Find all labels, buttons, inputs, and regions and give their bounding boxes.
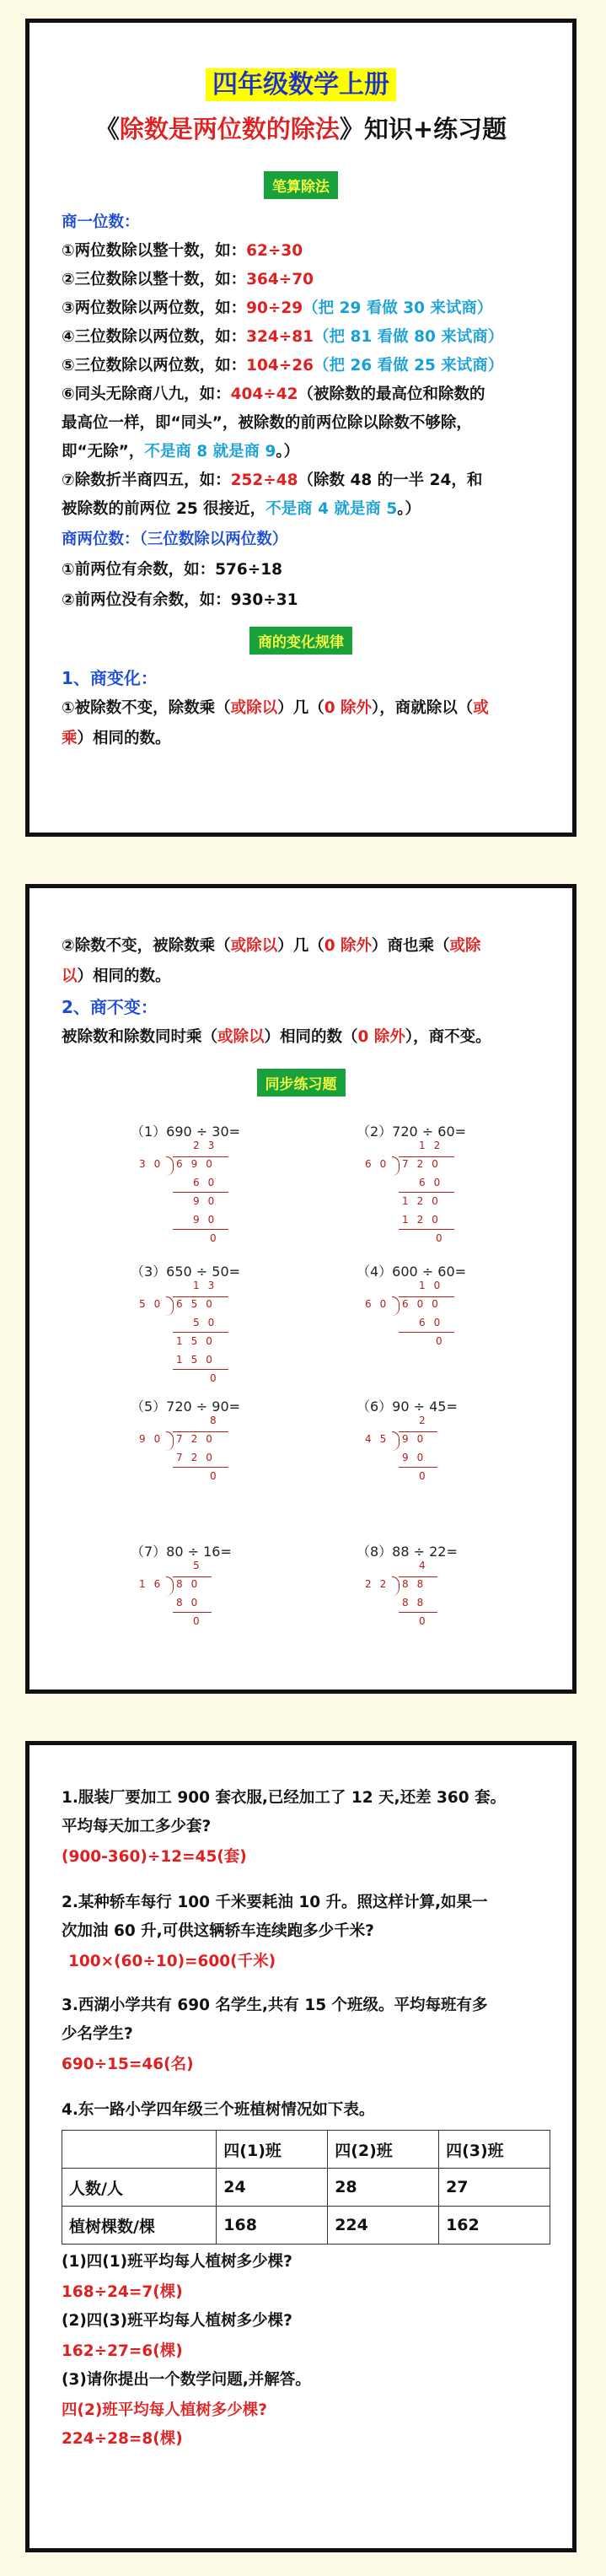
divisor: 90	[139, 1433, 169, 1445]
question-text: (1)四(1)班平均每人植树多少棵?	[62, 2253, 292, 2271]
question-text: 少名学生?	[62, 2025, 133, 2043]
subtraction-line	[399, 1612, 437, 1613]
division-step: 90	[193, 1195, 223, 1207]
division-bracket	[166, 1576, 174, 1596]
section-tag: 同步练习题	[257, 1069, 346, 1097]
table-cell: 168	[217, 2207, 328, 2245]
division-bar	[173, 1296, 228, 1297]
problem-label: （6）90 ÷ 45=	[357, 1398, 458, 1415]
problem-label: （2）720 ÷ 60=	[357, 1124, 467, 1140]
dividend: 80	[176, 1578, 206, 1590]
division-step: 150	[176, 1354, 221, 1366]
quotient: 23	[193, 1140, 223, 1151]
division-step: 80	[176, 1597, 206, 1609]
table-cell: 28	[328, 2169, 439, 2207]
divisor: 60	[365, 1298, 395, 1310]
subtraction-line	[399, 1332, 454, 1333]
subtraction-line	[173, 1369, 228, 1370]
quotient: 13	[193, 1280, 223, 1291]
divisor: 50	[139, 1298, 169, 1310]
dividend: 88	[402, 1578, 432, 1590]
section-heading: 2、商不变：	[62, 997, 158, 1017]
list-item: ③两位数除以两位数，如：90÷29（把 29 看做 30 来试商）	[62, 299, 493, 317]
subtraction-line	[399, 1467, 437, 1468]
subtraction-line	[173, 1467, 228, 1468]
table-cell: 24	[217, 2169, 328, 2207]
answer-text: 168÷24=7(棵)	[62, 2283, 183, 2301]
page-subtitle: 《除数是两位数的除法》知识+练习题	[94, 115, 507, 143]
answer-text: 四(2)班平均每人植树多少棵?	[62, 2401, 268, 2419]
division-step: 60	[419, 1317, 449, 1328]
quotient: 12	[419, 1140, 449, 1151]
division-bracket	[392, 1156, 400, 1176]
division-bar	[399, 1296, 454, 1297]
division-bar	[399, 1156, 454, 1157]
list-item-cont: 被除数的前两位 25 很接近，不是商 4 就是商 5。）	[62, 500, 421, 518]
list-item: ⑥同头无除商八九，如：404÷42（被除数的最高位和除数的	[62, 385, 485, 403]
answer-text: 224÷28=8(棵)	[62, 2430, 183, 2448]
subtraction-line	[399, 1229, 454, 1230]
dividend: 720	[176, 1433, 221, 1445]
division-step: 0	[210, 1232, 225, 1244]
problem-label: （4）600 ÷ 60=	[357, 1264, 467, 1280]
subtraction-line	[399, 1192, 454, 1193]
table-row	[62, 2169, 550, 2207]
rule-text-cont: 乘）相同的数。	[62, 730, 171, 747]
division-step: 120	[402, 1214, 447, 1226]
division-step: 90	[193, 1214, 223, 1226]
quotient: 2	[419, 1415, 434, 1426]
subtraction-line	[173, 1332, 228, 1333]
division-step: 0	[436, 1335, 451, 1347]
division-step: 60	[193, 1177, 223, 1188]
division-step: 0	[210, 1470, 225, 1482]
division-bar	[399, 1576, 437, 1577]
table-cell: 人数/人	[62, 2169, 217, 2207]
dividend: 90	[402, 1433, 432, 1445]
answer-text: 100×(60÷10)=600(千米)	[68, 1953, 276, 1970]
division-step: 120	[402, 1195, 447, 1207]
list-item: ①两位数除以整十数，如：62÷30	[62, 242, 303, 260]
table-cell: 四(1)班	[217, 2131, 328, 2169]
problem-label: （8）88 ÷ 22=	[357, 1544, 458, 1560]
question-text: (3)请你提出一个数学问题,并解答。	[62, 2371, 311, 2389]
list-item: ④三位数除以两位数，如：324÷81（把 81 看做 80 来试商）	[62, 328, 504, 346]
practice-worksheet	[105, 1109, 535, 1666]
division-step: 0	[436, 1232, 451, 1244]
list-item: ②前两位没有余数，如：930÷31	[62, 591, 298, 609]
section-heading: 商两位数：（三位数除以两位数）	[62, 531, 288, 548]
division-step: 50	[193, 1317, 223, 1328]
table-cell	[62, 2131, 217, 2169]
division-bar	[173, 1431, 228, 1432]
table-cell: 162	[439, 2207, 550, 2245]
rule-text: ①被除数不变，除数乘（或除以）几（0 除外），商就除以（或	[62, 699, 489, 717]
divisor: 22	[365, 1578, 395, 1590]
quotient: 4	[419, 1560, 434, 1571]
table-cell: 27	[439, 2169, 550, 2207]
section-heading: 商一位数：	[62, 213, 140, 231]
section-tag: 笔算除法	[264, 171, 338, 199]
division-step: 0	[419, 1470, 434, 1482]
division-bracket	[392, 1576, 400, 1596]
division-bracket	[166, 1156, 174, 1176]
division-step: 0	[210, 1372, 225, 1384]
rules-practice-card	[25, 884, 577, 1694]
problem-label: （1）690 ÷ 30=	[131, 1124, 241, 1140]
table-row	[62, 2207, 550, 2245]
table-cell: 224	[328, 2207, 439, 2245]
quotient: 8	[210, 1415, 225, 1426]
problem-label: （7）80 ÷ 16=	[131, 1544, 232, 1560]
divisor: 45	[365, 1433, 395, 1445]
table-cell: 四(2)班	[328, 2131, 439, 2169]
division-bracket	[392, 1431, 400, 1451]
division-step: 60	[419, 1177, 449, 1188]
list-item: ⑤三位数除以两位数，如：104÷26（把 26 看做 25 来试商）	[62, 357, 504, 375]
division-bracket	[166, 1431, 174, 1451]
word-problems-card	[25, 1741, 577, 2552]
division-bracket	[166, 1296, 174, 1316]
rule-text: 被除数和除数同时乘（或除以）相同的数（0 除外），商不变。	[62, 1028, 491, 1046]
dividend: 720	[402, 1158, 447, 1170]
division-bracket	[392, 1296, 400, 1316]
table-header-row	[62, 2131, 550, 2169]
table-cell: 四(3)班	[439, 2131, 550, 2169]
knowledge-card	[25, 19, 577, 837]
list-item: ⑦除数折半商四五，如：252÷48（除数 48 的一半 24，和	[62, 472, 483, 489]
question-text: 4.东一路小学四年级三个班植树情况如下表。	[62, 2101, 375, 2119]
dividend: 690	[176, 1158, 221, 1170]
subtraction-line	[173, 1612, 212, 1613]
tree-planting-table	[62, 2130, 550, 2245]
page-title: 四年级数学上册	[29, 63, 572, 100]
question-text: (2)四(3)班平均每人植树多少棵?	[62, 2312, 292, 2330]
rule-text-cont: 以）相同的数。	[62, 967, 171, 985]
division-step: 720	[176, 1452, 221, 1463]
question-text: 1.服装厂要加工 900 套衣服,已经加工了 12 天,还差 360 套。	[62, 1789, 507, 1807]
list-item-cont: 最高位一样，即“同头”，被除数的前两位除以除数不够除，	[62, 414, 472, 432]
subtraction-line	[173, 1192, 228, 1193]
question-text: 3.西湖小学共有 690 名学生,共有 15 个班级。平均每班有多	[62, 1997, 488, 2014]
question-text: 平均每天加工多少套?	[62, 1818, 212, 1835]
question-text: 次加油 60 升,可供这辆轿车连续跑多少千米?	[62, 1922, 374, 1940]
division-bar	[173, 1156, 228, 1157]
rule-text: ②除数不变，被除数乘（或除以）几（0 除外）商也乘（或除	[62, 937, 481, 955]
section-heading: 1、商变化：	[62, 668, 158, 688]
quotient: 5	[193, 1560, 208, 1571]
answer-text: (900-360)÷12=45(套)	[62, 1848, 247, 1866]
divisor: 16	[139, 1578, 169, 1590]
division-step: 88	[402, 1597, 432, 1609]
answer-text: 690÷15=46(名)	[62, 2056, 194, 2073]
division-step: 0	[193, 1615, 208, 1627]
section-tag: 商的变化规律	[249, 627, 352, 655]
problem-label: （5）720 ÷ 90=	[131, 1398, 241, 1415]
division-bar	[173, 1576, 212, 1577]
division-step: 150	[176, 1335, 221, 1347]
dividend: 650	[176, 1298, 221, 1310]
divisor: 60	[365, 1158, 395, 1170]
list-item: ②三位数除以整十数，如：364÷70	[62, 271, 314, 288]
quotient: 10	[419, 1280, 449, 1291]
divisor: 30	[139, 1158, 169, 1170]
dividend: 600	[402, 1298, 447, 1310]
problem-label: （3）650 ÷ 50=	[131, 1264, 241, 1280]
division-step: 0	[419, 1615, 434, 1627]
division-step: 90	[402, 1452, 432, 1463]
division-bar	[399, 1431, 437, 1432]
answer-text: 162÷27=6(棵)	[62, 2342, 183, 2360]
table-cell: 植树棵数/棵	[62, 2207, 217, 2245]
list-item-cont: 即“无除”，不是商 8 就是商 9。）	[62, 443, 300, 461]
list-item: ①前两位有余数，如：576÷18	[62, 561, 283, 579]
question-text: 2.某种轿车每行 100 千米要耗油 10 升。照这样计算,如果一	[62, 1894, 488, 1911]
subtraction-line	[173, 1229, 228, 1230]
